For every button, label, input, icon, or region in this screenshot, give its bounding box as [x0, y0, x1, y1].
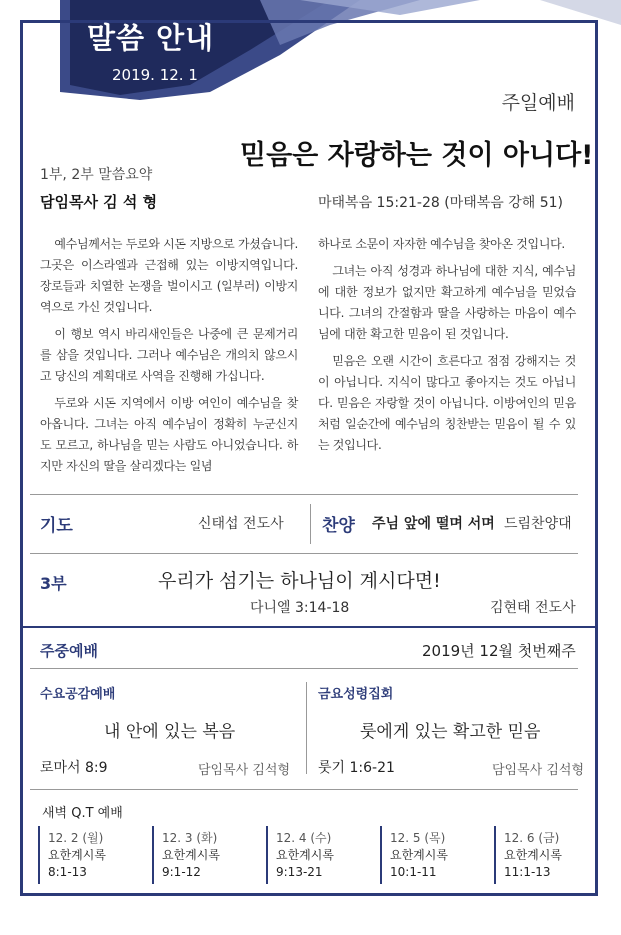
- sermon-title: 믿음은 자랑하는 것이 아니다!: [240, 140, 594, 171]
- qt-verse: 11:1-13: [504, 865, 551, 879]
- qt-verse: 8:1-13: [48, 865, 87, 879]
- qt-day: [504, 830, 562, 881]
- third-service-preacher: 김현태 전도사: [490, 600, 576, 616]
- divider: [306, 682, 307, 774]
- qt-day: [162, 830, 220, 881]
- bulletin-date: 2019. 12. 1: [112, 66, 198, 84]
- qt-date: 12. 4 (수): [276, 831, 332, 845]
- sermon-text-right: [318, 234, 576, 462]
- qt-day-bar: [380, 826, 382, 884]
- praise-label: 찬양: [322, 516, 355, 536]
- qt-day-bar: [266, 826, 268, 884]
- friday-title: 룻에게 있는 확고한 믿음: [360, 722, 541, 742]
- qt-book: 요한계시록: [162, 848, 220, 862]
- third-service-title: 우리가 섬기는 하나님이 계시다면!: [158, 570, 441, 592]
- qt-date: 12. 3 (화): [162, 831, 218, 845]
- paragraph: 예수님께서는 두로와 시돈 지방으로 가셨습니다. 그곳은 이스라엘과 근접해 있는 이방지역입니다. 장로들과 치열한 논쟁을 벌이시고 (일부러) 이방지역으로 가신 것입니다.: [40, 237, 298, 314]
- prayer-leader: 신태섭 전도사: [198, 516, 284, 532]
- qt-day: [276, 830, 334, 881]
- qt-verse: 10:1-11: [390, 865, 437, 879]
- third-service-scripture: 다니엘 3:14-18: [250, 600, 350, 616]
- qt-day-bar: [38, 826, 40, 884]
- qt-date: 12. 6 (금): [504, 831, 560, 845]
- friday-service-label: 금요성령집회: [318, 687, 394, 702]
- friday-preacher: 담임목사 김석형: [492, 763, 585, 778]
- qt-verse: 9:13-21: [276, 865, 323, 879]
- divider: [30, 553, 578, 554]
- qt-date: 12. 2 (월): [48, 831, 104, 845]
- qt-date: 12. 5 (목): [390, 831, 446, 845]
- praise-team: 드림찬양대: [504, 516, 572, 532]
- paragraph: 이 행보 역시 바리새인들은 나중에 큰 문제거리를 삼을 것입니다. 그러나 예수님은 개의치 않으시고 당신의 계획대로 사역을 진행해 가십니다.: [40, 327, 298, 383]
- praise-song: 주님 앞에 떨며 서며: [372, 516, 495, 532]
- qt-book: 요한계시록: [504, 848, 562, 862]
- wednesday-scripture: 로마서 8:9: [40, 760, 108, 776]
- qt-day-bar: [152, 826, 154, 884]
- midweek-week: 2019년 12월 첫번째주: [422, 642, 576, 660]
- qt-book: 요한계시록: [276, 848, 334, 862]
- paragraph: 두로와 시돈 지역에서 이방 여인이 예수님을 찾아옵니다. 그녀는 아직 예수님이 정확히 누군신지도 모르고, 하나님을 믿는 사람도 아니었습니다. 하지만 자신의 딸을 살리겠다는 일념: [40, 396, 298, 473]
- wednesday-title: 내 안에 있는 복음: [104, 722, 236, 742]
- prayer-label: 기도: [40, 516, 73, 536]
- wednesday-service-label: 수요공감예배: [40, 687, 116, 702]
- page-title: 말씀 안내: [87, 21, 215, 55]
- divider: [310, 504, 311, 544]
- sermon-text-left: [40, 234, 298, 483]
- paragraph: 그녀는 아직 성경과 하나님에 대한 지식, 예수님에 대한 정보가 없지만 확고하게 예수님을 믿었습니다. 그녀의 간절함과 딸을 사랑하는 마음이 예수님에 대한 확고한 믿음이 된 것입니다.: [318, 264, 576, 341]
- divider: [30, 668, 578, 669]
- service-name: 주일예배: [501, 92, 575, 114]
- paragraph: 하나로 소문이 자자한 예수님을 찾아온 것입니다.: [318, 237, 565, 251]
- paragraph: 믿음은 오랜 시간이 흐른다고 점점 강해지는 것이 아닙니다. 지식이 많다고 좋아지는 것도 아닙니다. 믿음은 자랑할 것이 아닙니다. 이방여인의 믿음처럼 일순간에 예수님의 칭찬받는 믿음이 될 수 있는 것입니다.: [318, 354, 576, 452]
- sermon-preacher: 담임목사 김 석 형: [40, 193, 158, 211]
- qt-label: 새벽 Q.T 예배: [42, 806, 123, 821]
- divider: [30, 494, 578, 495]
- qt-day: [390, 830, 448, 881]
- third-service-label: 3부: [40, 574, 67, 593]
- friday-scripture: 룻기 1:6-21: [318, 760, 395, 776]
- section-divider: [20, 626, 598, 628]
- qt-verse: 9:1-12: [162, 865, 201, 879]
- qt-day-bar: [494, 826, 496, 884]
- qt-book: 요한계시록: [390, 848, 448, 862]
- midweek-label: 주중예배: [40, 642, 98, 660]
- divider: [30, 789, 578, 790]
- sermon-scripture: 마태복음 15:21-28 (마태복음 강해 51): [318, 195, 563, 211]
- qt-book: 요한계시록: [48, 848, 106, 862]
- sermon-subtitle: 1부, 2부 말씀요약: [40, 167, 153, 183]
- qt-day: [48, 830, 106, 881]
- wednesday-preacher: 담임목사 김석형: [198, 763, 291, 778]
